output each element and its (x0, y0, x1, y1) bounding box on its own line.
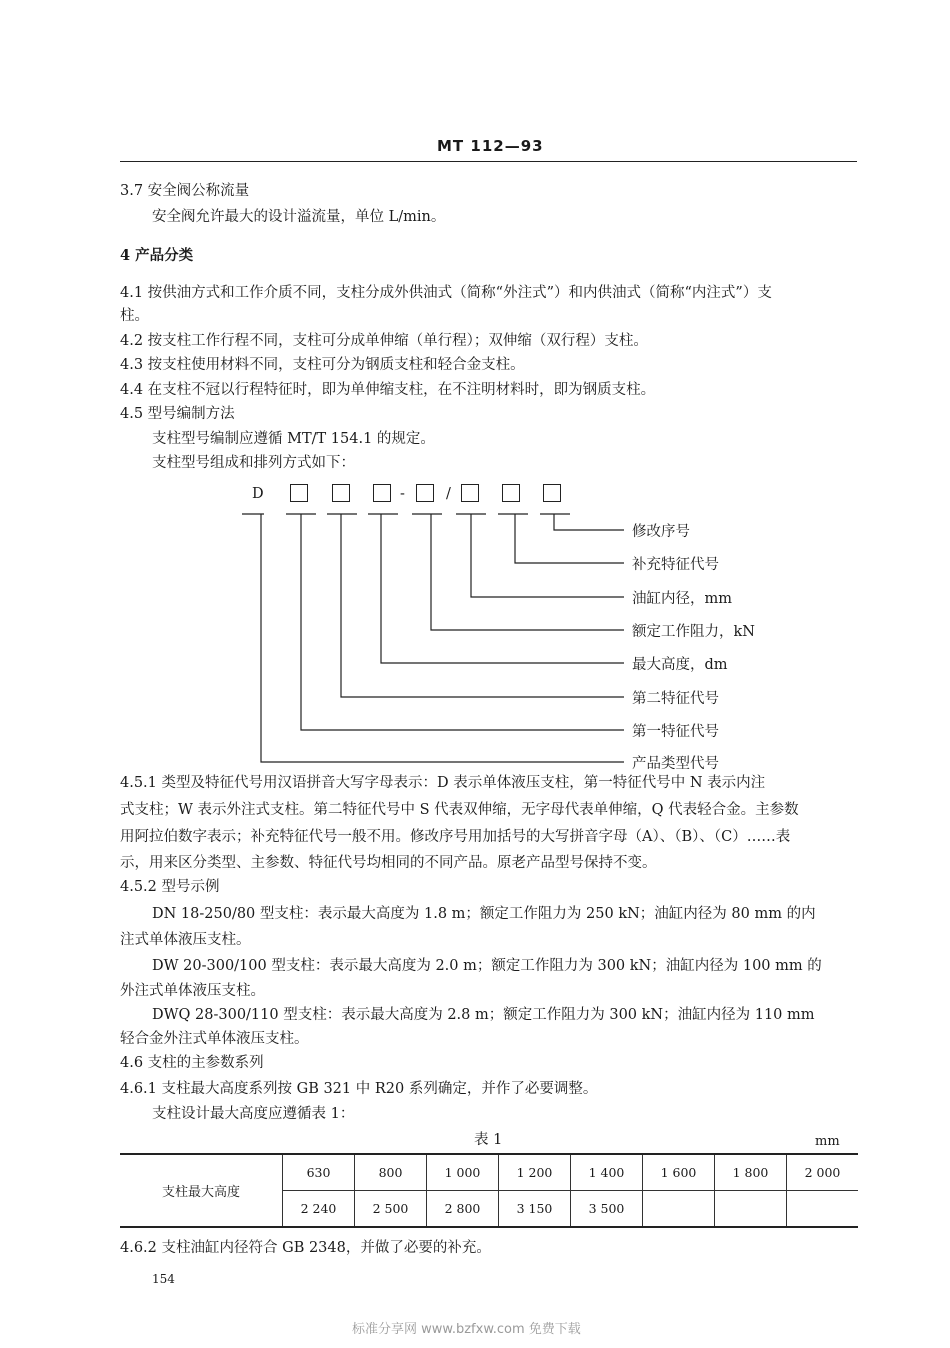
section-4-4: 4.4 在支柱不冠以行程特征时，即为单伸缩支柱，在不注明材料时，即为钢质支柱。 (120, 382, 656, 398)
section-3-7-body: 安全阀允许最大的设计溢流量，单位 L/min。 (152, 209, 446, 225)
section-4-5-2-title: 4.5.2 型号示例 (120, 879, 220, 895)
max-height-table (120, 1153, 858, 1228)
section-4-1-line2: 柱。 (120, 308, 149, 324)
section-4-6-1-l2: 支柱设计最大高度应遵循表 1： (152, 1106, 355, 1122)
section-4-6-title: 4.6 支柱的主参数系列 (120, 1055, 264, 1071)
table-cell: 2 800 (427, 1191, 499, 1228)
section-4-5-1-l3: 用阿拉伯数字表示；补充特征代号一般不用。修改序号用加括号的大写拼音字母（A）、（B）、（C）……表 (120, 829, 791, 845)
section-4-3: 4.3 按支柱使用材料不同，支柱可分为钢质支柱和轻合金支柱。 (120, 357, 525, 373)
section-4-2: 4.2 按支柱工作行程不同，支柱可分成单伸缩（单行程）；双伸缩（双行程）支柱。 (120, 333, 648, 349)
label-product-type: 产品类型代号 (632, 756, 719, 772)
table-cell: 2 000 (787, 1154, 859, 1191)
table-cell: 2 500 (355, 1191, 427, 1228)
section-4-5-p2: 支柱型号组成和排列方式如下： (152, 455, 355, 471)
table-cell: 3 500 (571, 1191, 643, 1228)
table-cell (787, 1191, 859, 1228)
section-4-title: 4 产品分类 (120, 247, 194, 264)
section-3-7-title: 3.7 安全阀公称流量 (120, 183, 250, 199)
label-rated-resistance: 额定工作阻力，kN (632, 624, 755, 640)
diagram-dash: - (400, 486, 405, 502)
section-4-5-1-l2: 式支柱；W 表示外注式支柱。第二特征代号中 S 代表双伸缩，无字母代表单伸缩，Q 代表轻合金。主参数 (120, 802, 799, 818)
label-revision: 修改序号 (632, 524, 690, 540)
label-second-feature: 第二特征代号 (632, 691, 719, 707)
section-4-5-1-l4: 示，用来区分类型、主参数、特征代号均相同的不同产品。原老产品型号保持不变。 (120, 855, 657, 871)
example-2-a: DW 20-300/100 型支柱：表示最大高度为 2.0 m；额定工作阻力为 300 kN；油缸内径为 100 mm 的 (152, 958, 822, 974)
example-3-b: 轻合金外注式单体液压支柱。 (120, 1031, 309, 1047)
example-1-a: DN 18-250/80 型支柱：表示最大高度为 1.8 m；额定工作阻力为 250 kN；油缸内径为 80 mm 的内 (152, 906, 816, 922)
table-cell: 1 800 (715, 1154, 787, 1191)
table-cell: 1 400 (571, 1154, 643, 1191)
section-4-5-title: 4.5 型号编制方法 (120, 406, 235, 422)
table-row (120, 1154, 858, 1191)
section-4-6-1-l1: 4.6.1 支柱最大高度系列按 GB 321 中 R20 系列确定，并作了必要调整。 (120, 1081, 598, 1097)
diagram-slash: / (446, 486, 451, 502)
example-3-a: DWQ 28-300/110 型支柱：表示最大高度为 2.8 m；额定工作阻力为 300 kN；油缸内径为 110 mm (152, 1007, 815, 1023)
label-supplementary: 补充特征代号 (632, 557, 719, 573)
example-1-b: 注式单体液压支柱。 (120, 932, 251, 948)
footer-watermark[interactable]: 标准分享网 www.bzfxw.com 免费下载 (352, 1322, 581, 1337)
table-unit: mm (815, 1134, 840, 1149)
table-caption: 表 1 (474, 1132, 503, 1148)
table-row-header: 支柱最大高度 (120, 1154, 283, 1227)
table-cell: 1 000 (427, 1154, 499, 1191)
section-4-5-p1: 支柱型号编制应遵循 MT/T 154.1 的规定。 (152, 431, 435, 447)
table-cell: 2 240 (283, 1191, 355, 1228)
section-4-1-line1: 4.1 按供油方式和工作介质不同，支柱分成外供油式（简称“外注式”）和内供油式（简称“内注式”）支 (120, 285, 772, 301)
table-cell: 1 600 (643, 1154, 715, 1191)
label-first-feature: 第一特征代号 (632, 724, 719, 740)
table-cell: 1 200 (499, 1154, 571, 1191)
table-cell: 3 150 (499, 1191, 571, 1228)
section-4-6-2: 4.6.2 支柱油缸内径符合 GB 2348，并做了必要的补充。 (120, 1240, 491, 1256)
table-cell: 630 (283, 1154, 355, 1191)
example-2-b: 外注式单体液压支柱。 (120, 983, 265, 999)
section-4-5-1-l1: 4.5.1 类型及特征代号用汉语拼音大写字母表示：D 表示单体液压支柱，第一特征代号中 N 表示内注 (120, 775, 766, 791)
label-cylinder-diameter: 油缸内径，mm (632, 591, 732, 607)
page-number: 154 (152, 1272, 175, 1286)
diagram-prefix: D (252, 486, 264, 502)
table-cell: 800 (355, 1154, 427, 1191)
label-max-height: 最大高度，dm (632, 657, 728, 673)
document-code: MT 112—93 (437, 137, 544, 155)
table-cell (715, 1191, 787, 1228)
table-cell (643, 1191, 715, 1228)
